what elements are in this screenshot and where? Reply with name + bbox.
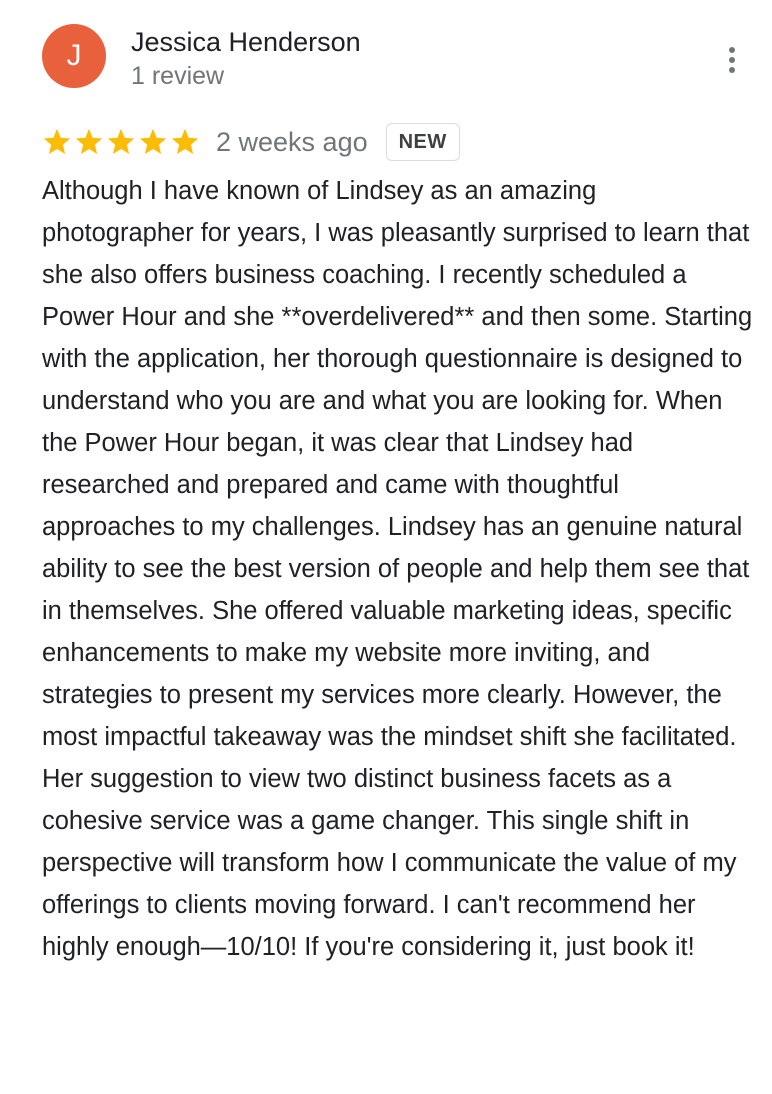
star-icon <box>170 127 200 157</box>
star-icon <box>74 127 104 157</box>
rating-row <box>42 120 460 164</box>
review-text: Although I have known of Lindsey as an amazing photographer for years, I was pleasantly surprised to learn that she also offers business coaching. I recently scheduled a Power Hour and she **overdelivered** and then some. Starting with the application, her thorough questionnaire is designed to understand who you are and what you are looking for. When the Power Hour began, it was clear that Lindsey had researched and prepared and came with thoughtful approaches to my challenges. Lindsey has an genuine natural ability to see the best version of people and help them see that in themselves. She offered valuable marketing ideas, specific enhancements to make my website more inviting, and strategies to present my services more clearly. However, the most impactful takeaway was the mindset shift she facilitated. Her suggestion to view two distinct business facets as a cohesive service was a game changer. This single shift in perspective will transform how I communicate the value of my offerings to clients moving forward. I can't recommend her highly enough—10/10! If you're considering it, just book it! <box>42 177 753 961</box>
review-date: 2 weeks ago <box>216 127 368 157</box>
star-icon <box>106 127 136 157</box>
review-count: 1 review <box>131 62 225 90</box>
more-options-button[interactable] <box>716 42 748 78</box>
star-rating <box>42 127 200 157</box>
avatar[interactable] <box>42 24 106 88</box>
more-vert-icon <box>716 42 748 78</box>
avatar-letter: J <box>66 39 82 72</box>
star-icon <box>42 127 72 157</box>
star-icon <box>138 127 168 157</box>
new-badge: NEW <box>386 123 460 161</box>
reviewer-name[interactable]: Jessica Henderson <box>131 27 361 57</box>
